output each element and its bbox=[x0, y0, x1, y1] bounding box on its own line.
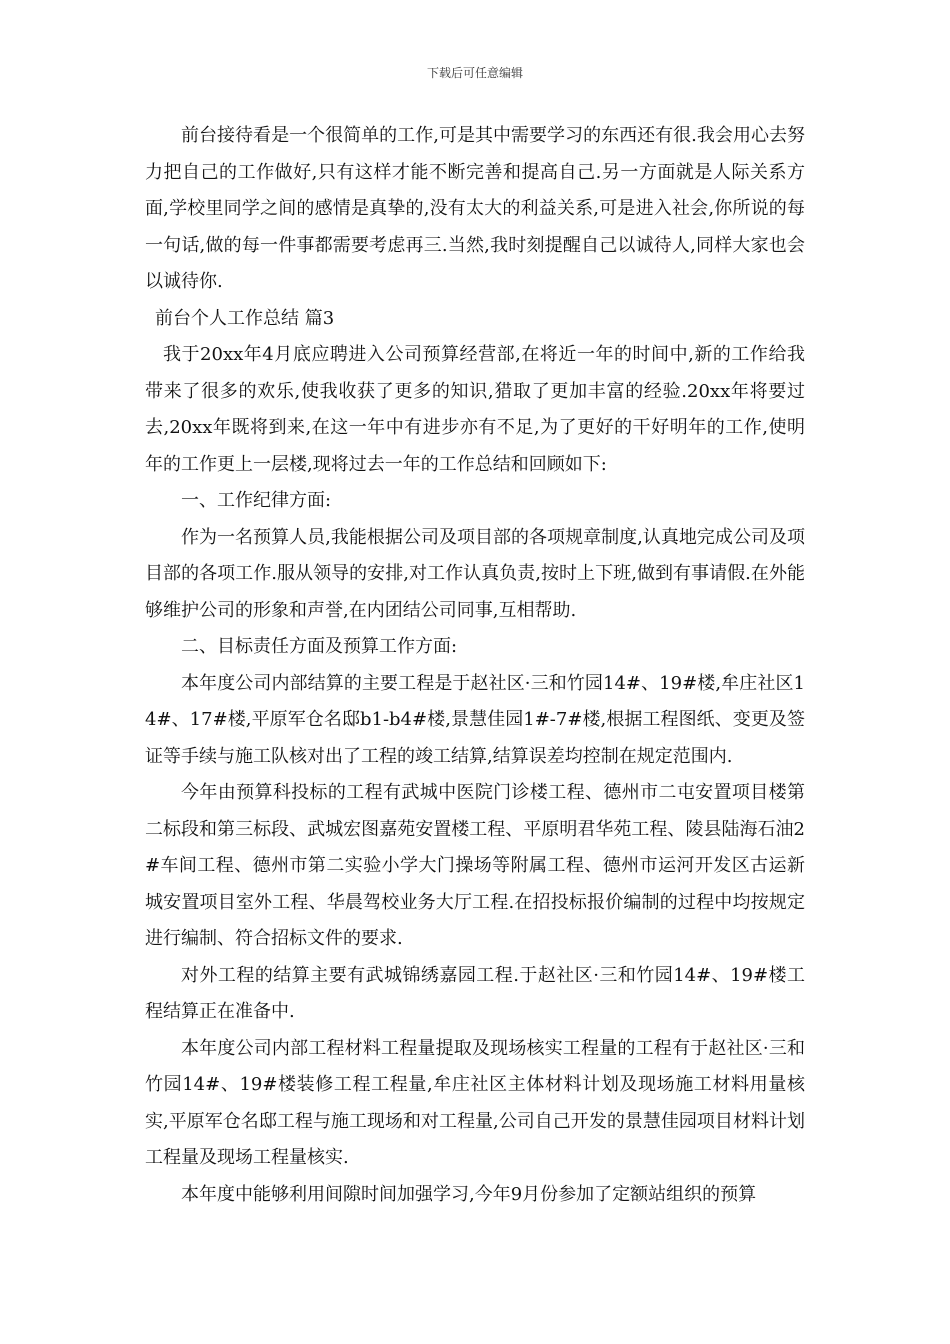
discipline-paragraph: 作为一名预算人员,我能根据公司及项目部的各项规章制度,认真地完成公司及项目部的各项工作.服从领导的安排,对工作认真负责,按时上下班,做到有事请假.在外能够维护公司的形象和声誉,在内团结公司同事,互相帮助. bbox=[145, 526, 805, 621]
bidding-paragraph: 今年由预算科投标的工程有武城中医院门诊楼工程、德州市二屯安置项目楼第二标段和第三标段、武城宏图嘉苑安置楼工程、平原明君华苑工程、陵县陆海石油2#车间工程、德州市第二实验小学大门操场等附属工程、德州市运河开发区古运新城安置项目室外工程、华晨驾校业务大厅工程.在招投标报价编制的过程中均按规定进行编制、符合招标文件的要求. bbox=[145, 782, 805, 949]
study-paragraph: 本年度中能够利用间隙时间加强学习,今年9月份参加了定额站组织的预算 bbox=[181, 1183, 757, 1205]
intro-paragraph: 前台接待看是一个很简单的工作,可是其中需要学习的东西还有很.我会用心去努力把自己的工作做好,只有这样才能不断完善和提高自己.另一方面就是人际关系方面,学校里同学之间的感情是真挚的,没有太大的利益关系,可是进入社会,你所说的每一句话,做的每一件事都需要考虑再三.当然,我时刻提醒自己以诚待人,同样大家也会以诚待你. bbox=[145, 125, 805, 292]
discipline-heading: 一、工作纪律方面: bbox=[181, 490, 332, 511]
opening-paragraph: 我于20xx年4月底应聘进入公司预算经营部,在将近一年的时间中,新的工作给我带来了很多的欢乐,使我收获了更多的知识,猎取了更加丰富的经验.20xx年将要过去,20xx年既将到来,在这一年中有进步亦有不足,为了更好的干好明年的工作,使明年的工作更上一层楼,现将过去一年的工作总结和回顾如下: bbox=[145, 344, 805, 475]
section-title: 前台个人工作总结 篇3 bbox=[155, 307, 335, 329]
external-settlement-paragraph: 对外工程的结算主要有武城锦绣嘉园工程.于赵社区·三和竹园14#、19#楼工程结算正在准备中. bbox=[145, 964, 805, 1022]
materials-paragraph: 本年度公司内部工程材料工程量提取及现场核实工程量的工程有于赵社区·三和竹园14#、19#楼装修工程工程量,牟庄社区主体材料计划及现场施工材料用量核实,平原军仓名邸工程与施工现场和对工程量,公司自己开发的景慧佳园项目材料计划工程量及现场工程量核实. bbox=[145, 1037, 805, 1168]
document-body bbox=[145, 118, 805, 1213]
internal-settlement-paragraph: 本年度公司内部结算的主要工程是于赵社区·三和竹园14#、19#楼,牟庄社区14#、17#楼,平原军仓名邸b1-b4#楼,景慧佳园1#-7#楼,根据工程图纸、变更及签证等手续与施工队核对出了工程的竣工结算,结算误差均控制在规定范围内. bbox=[145, 672, 805, 767]
page-header: 下载后可任意编辑 bbox=[426, 66, 523, 80]
responsibility-heading: 二、目标责任方面及预算工作方面: bbox=[181, 636, 458, 657]
